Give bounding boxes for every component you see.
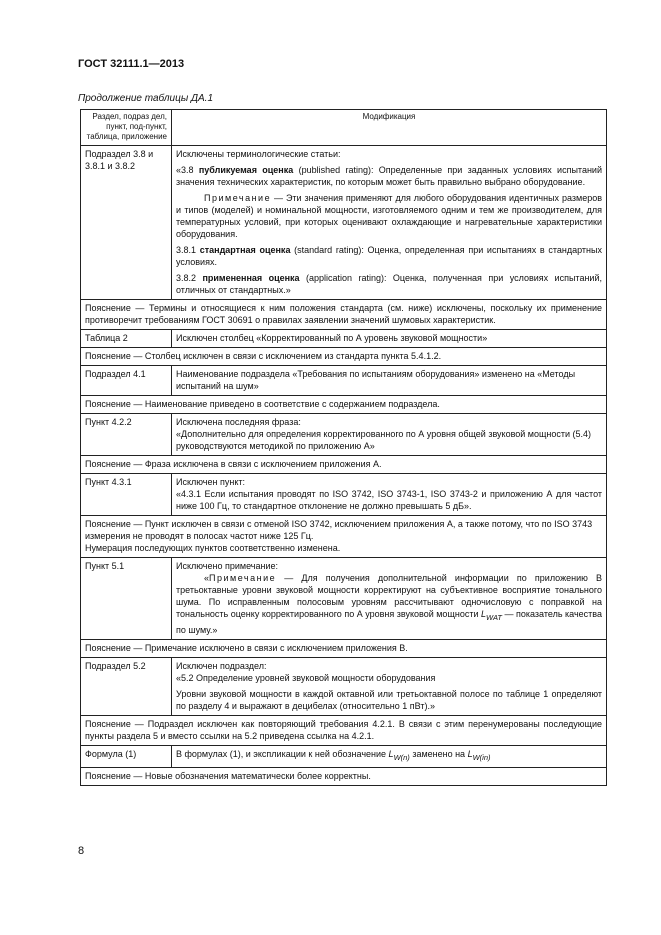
row-text: Исключено примечание: xyxy=(176,561,278,571)
row-text: Исключен подраздел: xyxy=(176,660,267,671)
math-symbol: L xyxy=(480,609,486,619)
explanation-cell: Пояснение — Наименование приведено в соответствие с содержанием подраздела. xyxy=(81,396,607,414)
row-section-cell: Подраздел 3.8 и 3.8.1 и 3.8.2 xyxy=(81,146,172,300)
explanation-row xyxy=(81,396,607,414)
explanation-cell: Пояснение — Подраздел исключен как повторяющий требования 4.2.1. В связи с этим перенумерованы последующие пункты раздела 5 и вместо ссылки на 5.2 приведена ссылка на 4.2.1. xyxy=(81,715,607,745)
explanation-cell: Пояснение — Столбец исключен в связи с исключением из стандарта пункта 5.4.1.2. xyxy=(81,348,607,366)
row-modification-cell xyxy=(172,474,607,516)
math-symbol: L xyxy=(388,748,394,759)
explanation-row xyxy=(81,456,607,474)
row-modification-cell: Исключен столбец «Корректированный по А уровень звуковой мощности» xyxy=(172,330,607,348)
row-text: Исключен пункт: xyxy=(176,477,245,487)
row-section-cell: Пункт 5.1 xyxy=(81,558,172,640)
explanation-cell: Пояснение — Термины и относящиеся к ним положения стандарта (см. ниже) исключены, поскольку их применение противоречит требованиям ГОСТ 30691 о правилах заявлении значений шумовых характеристик. xyxy=(81,300,607,330)
explanation-row xyxy=(81,639,607,657)
row-section-cell: Формула (1) xyxy=(81,745,172,767)
row-text: «5.2 Определение уровней звуковой мощности оборудования xyxy=(176,672,436,683)
row-text: Уровни звуковой мощности в каждой октавной или третьоктавной полосе по таблице 1 определяют по разделу 4 и выражают в децибелах (относительно 1 пВт).» xyxy=(176,688,602,711)
explanation-cell: Пояснение — Фраза исключена в связи с исключением приложения А. xyxy=(81,456,607,474)
table-row xyxy=(81,414,607,456)
table-row xyxy=(81,745,607,767)
row-modification-cell xyxy=(172,146,607,300)
modification-table xyxy=(80,109,607,786)
row-modification-cell xyxy=(172,657,607,715)
explanation-row xyxy=(81,767,607,785)
table-row xyxy=(81,657,607,715)
table-row xyxy=(81,474,607,516)
row-text: Исключена последняя фраза: xyxy=(176,417,301,427)
table-row xyxy=(81,366,607,396)
term-note: Примечание — Эти значения применяют для любого оборудования идентичных размеров и типов (моделей) и номинальной мощности, изготовляемого одним и тем же производителем, для температурных условий, при которых оценивают охлаждающие и нагревательные характеристики оборудования. xyxy=(176,193,602,239)
table-caption: Продолжение таблицы ДА.1 xyxy=(78,93,214,104)
explanation-row xyxy=(81,348,607,366)
row-section-cell: Пункт 4.2.2 xyxy=(81,414,172,456)
explanation-text: Нумерация последующих пунктов соответственно изменена. xyxy=(85,543,341,553)
table-row xyxy=(81,558,607,640)
row-modification-cell xyxy=(172,414,607,456)
row-section-cell: Пункт 4.3.1 xyxy=(81,474,172,516)
row-section-cell: Таблица 2 xyxy=(81,330,172,348)
row-section-cell: Подраздел 4.1 xyxy=(81,366,172,396)
row-text: «4.3.1 Если испытания проводят по ISO 3742, ISO 3743-1, ISO 3743-2 и приложению А для частот ниже 100 Гц, то стандартное отклонение не должно превышать 5 дБ». xyxy=(176,489,602,511)
row-text: «Дополнительно для определения корректированного по А уровня общей звуковой мощности (5.4) руководствуются методикой по приложению А» xyxy=(176,429,592,451)
explanation-cell: Пояснение — Примечание исключено в связи с исключением приложения В. xyxy=(81,639,607,657)
row-modification-cell: В формулах (1), и экспликации к ней обозначение $L_{W(n)}$ заменено на $L_{W(in)}$ xyxy=(172,745,607,767)
column-header-modification: Модификация xyxy=(172,110,607,146)
table-header-row xyxy=(81,110,607,146)
explanation-row xyxy=(81,516,607,558)
page-number: 8 xyxy=(78,845,85,857)
term-entry-3-8-2: 3.8.2 примененная оценка (application rating): Оценка, полученная при условиях испытаний, отличных от стандартных.» xyxy=(176,273,602,295)
explanation-cell xyxy=(81,516,607,558)
document-header: ГОСТ 32111.1—2013 xyxy=(78,58,185,70)
table-row xyxy=(81,146,607,300)
explanation-row xyxy=(81,715,607,745)
note-text: «Примечание — Для получения дополнительной информации по приложению В третьоктавные уровни звуковой мощности корректируют на субъективное восприятие тонального шума. По исправленным полосовым уровням рассчитывают одночисловую с поправкой на тональность оценку корректированного по А уровня звуковой мощности $L_{WAT}$ — показатель качества по шуму.» xyxy=(176,573,602,635)
row-modification-cell xyxy=(172,558,607,640)
math-symbol: L xyxy=(467,748,473,759)
term-entry-3-8-1: 3.8.1 стандартная оценка (standard rating): Оценка, определенная при испытаниях в стандартных условиях. xyxy=(176,245,602,267)
row-modification-cell: Наименование подраздела «Требования по испытаниям оборудования» изменено на «Методы испытаний на шум» xyxy=(172,366,607,396)
column-header-section: Раздел, подраз дел, пункт, под-пункт, таблица, приложение xyxy=(81,110,172,146)
explanation-row xyxy=(81,300,607,330)
table-row xyxy=(81,330,607,348)
row-section-cell: Подраздел 5.2 xyxy=(81,657,172,715)
explanation-cell: Пояснение — Новые обозначения математически более корректны. xyxy=(81,767,607,785)
row-text: Исключены терминологические статьи: xyxy=(176,149,341,159)
explanation-text: Пояснение — Пункт исключен в связи с отменой ISO 3742, исключением приложения А, а также потому, что по ISO 3743 измерения не проводят в полосах частот ниже 125 Гц. xyxy=(85,519,593,541)
term-entry-3-8: «3.8 публикуемая оценка (published rating): Определенные при заданных условиях испытаний значения технических характеристик, по которым может быть правильно выбрано оборудование. xyxy=(176,165,602,187)
